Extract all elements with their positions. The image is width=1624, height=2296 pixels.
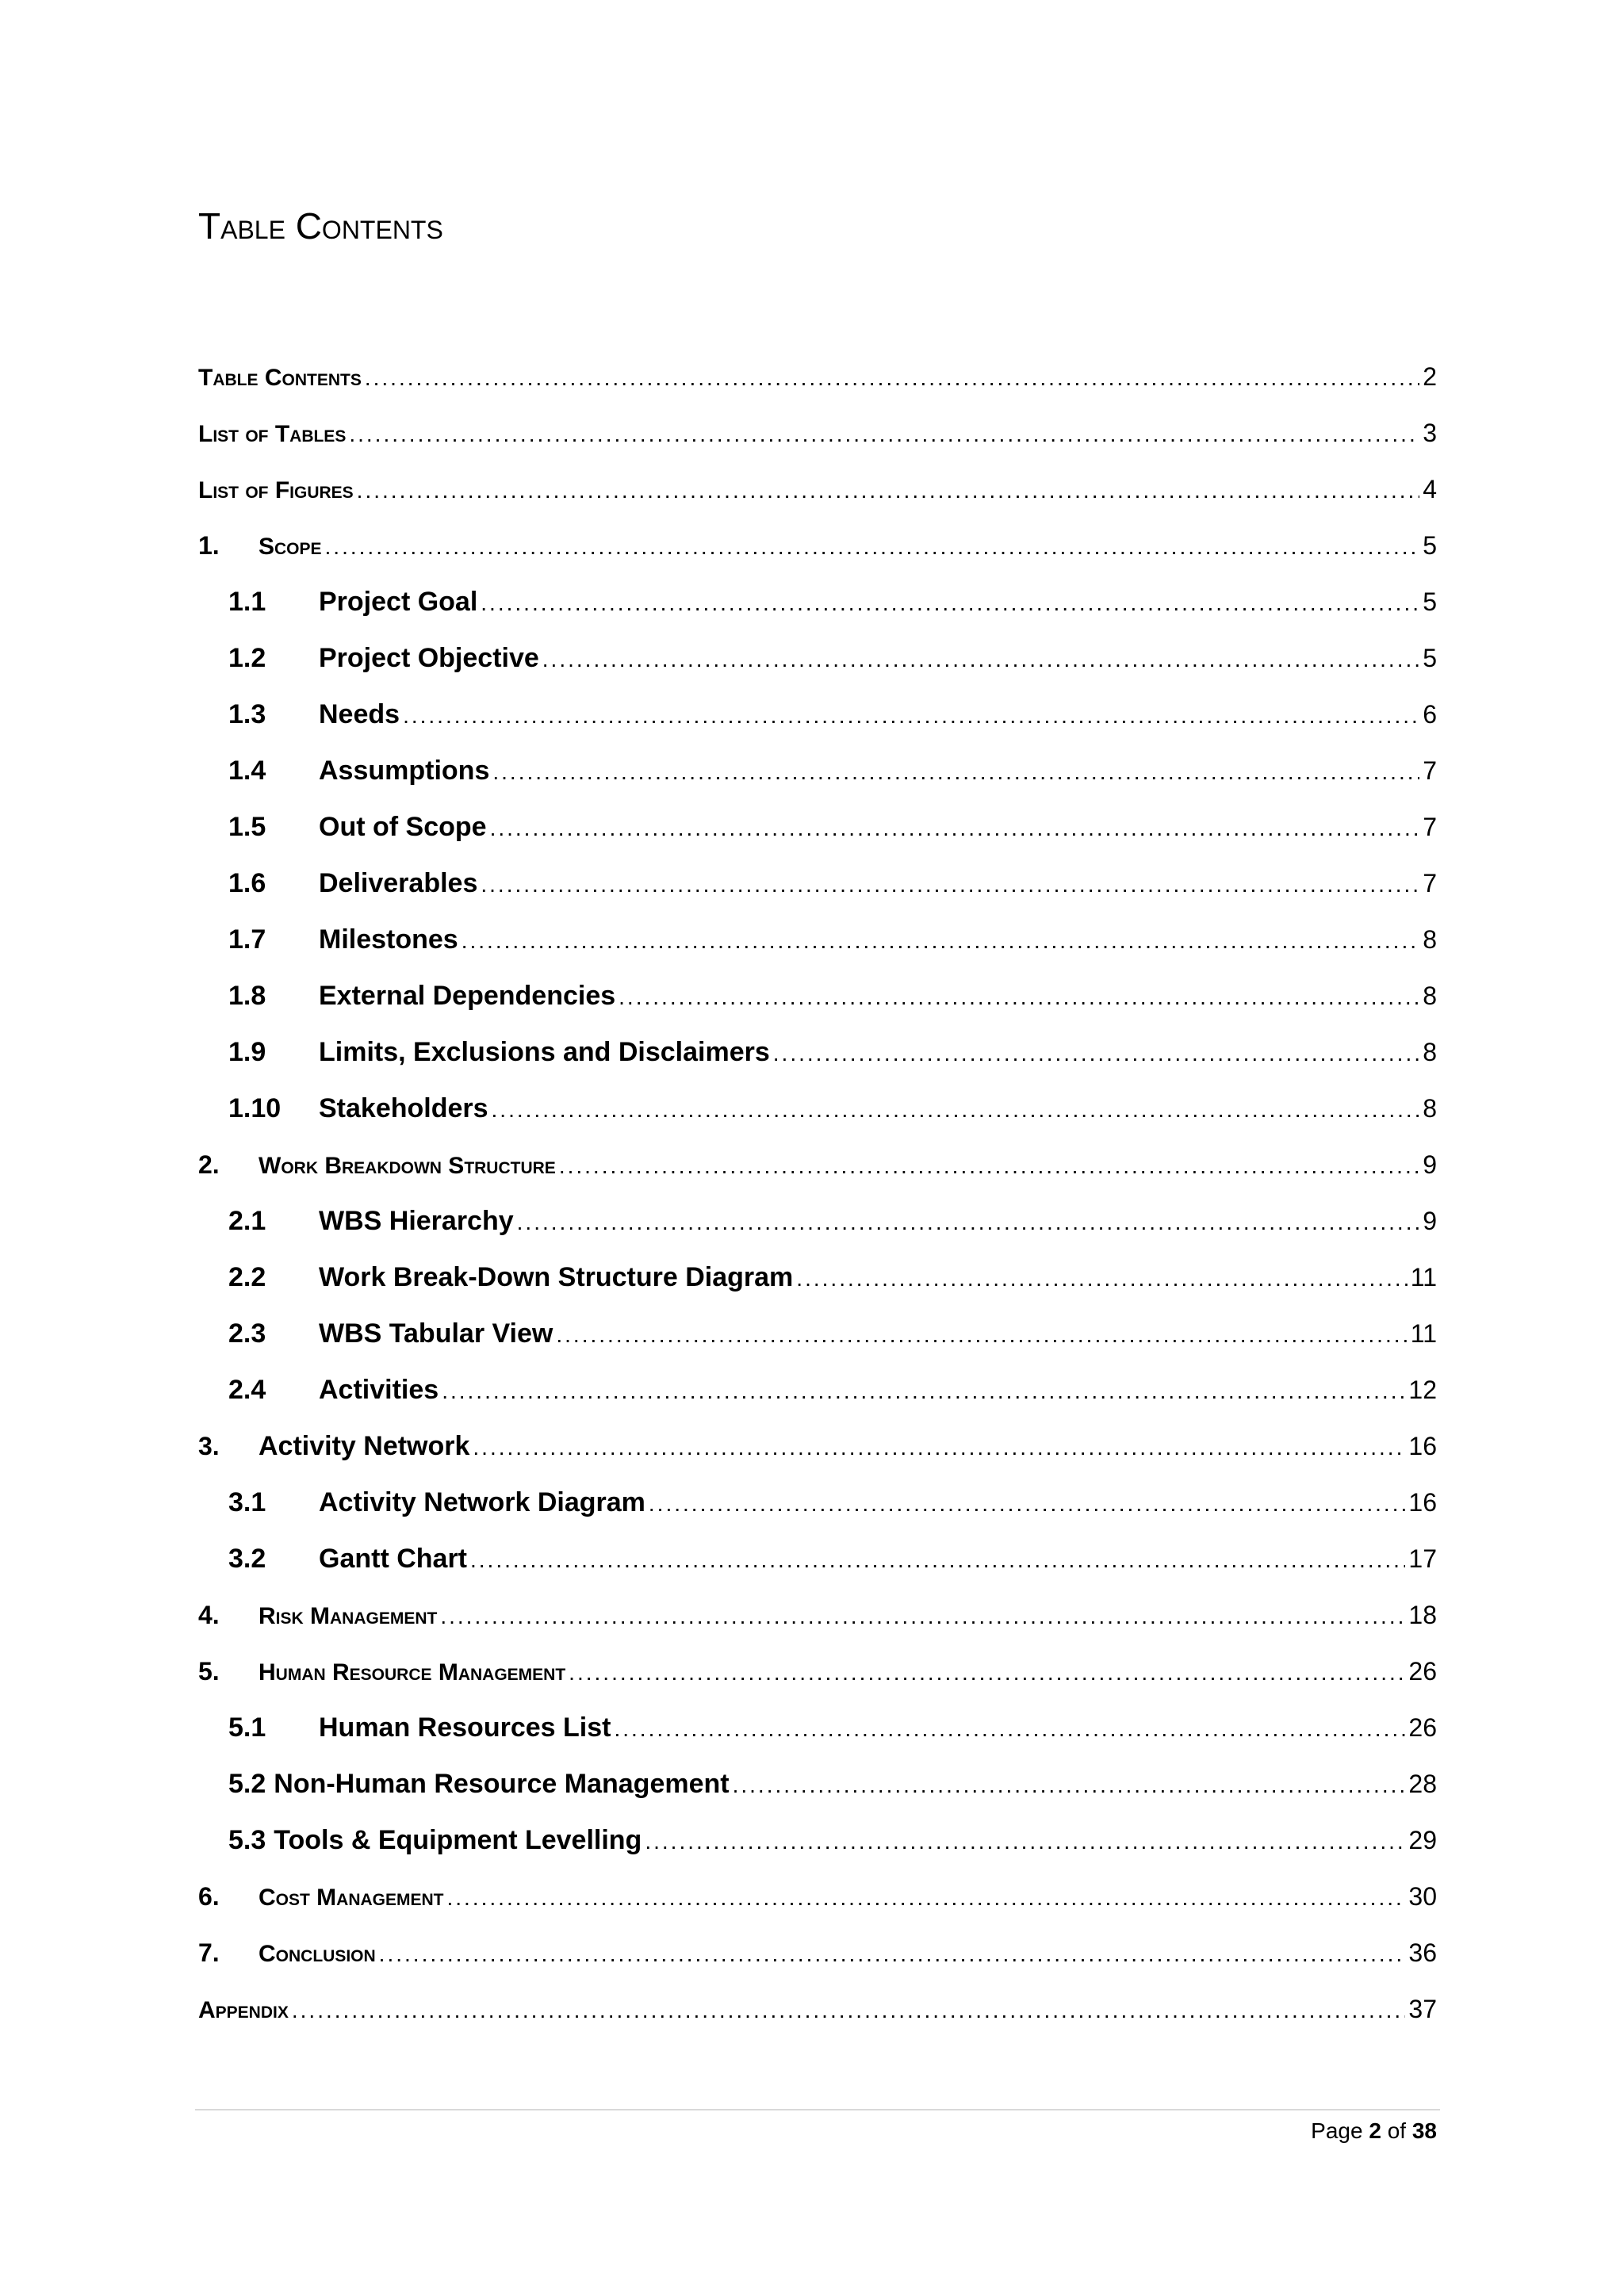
toc-entry-title[interactable]: Human Resources List [319,1712,611,1743]
toc-entry[interactable] [198,687,1437,743]
toc-entry-number: 3.1 [228,1487,266,1517]
toc-entry-title[interactable]: Assumptions [319,756,490,786]
toc-entry[interactable] [198,968,1437,1024]
toc-dot-leader [442,1363,1405,1418]
toc-entry[interactable] [198,1531,1437,1587]
toc-entry[interactable] [198,1081,1437,1137]
toc-entry-page-number[interactable]: 12 [1408,1376,1437,1404]
toc-entry-title[interactable]: Project Objective [319,643,539,673]
toc-dot-leader [447,1869,1406,1925]
toc-entry-title[interactable]: Work Breakdown Structure [259,1153,556,1179]
toc-entry-page-number[interactable]: 7 [1423,813,1437,841]
toc-dot-leader [559,1138,1419,1193]
toc-entry-number: 5.2 [228,1769,266,1799]
toc-entry-number: 2.4 [228,1375,266,1405]
toc-dot-leader [542,631,1419,687]
toc-entry-page-number[interactable]: 8 [1423,1038,1437,1066]
toc-entry-page-number[interactable]: 7 [1423,756,1437,785]
toc-entry-title[interactable]: WBS Hierarchy [319,1206,514,1236]
table-of-contents [198,349,1437,2038]
toc-entry[interactable] [198,1644,1437,1700]
toc-entry-page-number[interactable]: 16 [1408,1432,1437,1460]
toc-entry[interactable] [198,743,1437,799]
toc-dot-leader [773,1025,1419,1081]
toc-entry-title[interactable]: Cost Management [259,1885,444,1911]
toc-entry-number: 1.2 [228,643,266,673]
toc-entry-title[interactable]: Tools & Equipment Levelling [274,1825,642,1855]
toc-entry-page-number[interactable]: 8 [1423,1094,1437,1123]
toc-dot-leader [440,1588,1405,1644]
toc-entry-title[interactable]: List of Figures [198,477,354,503]
toc-entry-page-number[interactable]: 30 [1408,1882,1437,1911]
toc-entry-title[interactable]: List of Tables [198,421,347,447]
toc-dot-leader [733,1757,1406,1812]
toc-dot-leader [292,1982,1406,2038]
toc-entry-title[interactable]: Activity Network [259,1431,470,1461]
toc-entry[interactable] [198,1475,1437,1531]
toc-dot-leader [645,1813,1405,1869]
toc-entry-title[interactable]: Activities [319,1375,439,1405]
toc-dot-leader [357,462,1420,518]
toc-dot-leader [349,406,1419,461]
toc-dot-leader [569,1644,1405,1700]
toc-entry[interactable] [198,855,1437,912]
toc-entry-page-number[interactable]: 7 [1423,869,1437,897]
toc-dot-leader [796,1250,1407,1306]
toc-entry-page-number[interactable]: 26 [1408,1713,1437,1742]
toc-entry[interactable] [198,1249,1437,1306]
toc-entry[interactable] [198,1812,1437,1869]
toc-entry[interactable] [198,1700,1437,1756]
toc-dot-leader [517,1194,1420,1249]
toc-entry[interactable] [198,630,1437,687]
toc-entry-number: 1.6 [228,868,266,898]
footer-divider [195,2109,1440,2110]
toc-entry[interactable] [198,1418,1437,1475]
toc-entry-number: 5.3 [228,1825,266,1855]
toc-entry-title[interactable]: Non-Human Resource Management [274,1769,730,1799]
toc-entry-title[interactable]: Stakeholders [319,1093,488,1123]
footer-of-label: of [1387,2118,1407,2143]
toc-dot-leader [473,1419,1405,1475]
toc-entry-page-number[interactable]: 2 [1423,362,1437,391]
toc-entry-title[interactable]: External Dependencies [319,981,616,1011]
toc-entry-number: 1.5 [228,812,266,842]
toc-entry[interactable] [198,1756,1437,1812]
toc-entry-number: 1.7 [228,924,266,955]
toc-entry-title[interactable]: Deliverables [319,868,478,898]
toc-entry-number: 1.9 [228,1037,266,1067]
toc-entry[interactable] [198,1306,1437,1362]
toc-entry[interactable] [198,518,1437,574]
toc-entry-title[interactable]: Milestones [319,924,458,955]
toc-entry-number: 6. [198,1882,220,1911]
toc-entry-number: 1.10 [228,1093,282,1123]
toc-entry-title[interactable]: Risk Management [259,1603,438,1629]
toc-entry-page-number[interactable]: 4 [1423,475,1437,503]
footer-total-pages: 38 [1411,2118,1437,2143]
toc-entry-number: 3.2 [228,1544,266,1574]
toc-entry[interactable] [198,1137,1437,1193]
toc-entry-page-number[interactable]: 26 [1408,1657,1437,1686]
toc-dot-leader [470,1532,1405,1587]
toc-entry-page-number[interactable]: 6 [1423,700,1437,729]
toc-dot-leader [490,800,1420,855]
toc-dot-leader [492,1081,1420,1137]
toc-entry-page-number[interactable]: 17 [1408,1544,1437,1573]
toc-entry[interactable] [198,1193,1437,1249]
toc-entry-page-number[interactable]: 9 [1423,1150,1437,1179]
toc-entry-page-number[interactable]: 29 [1408,1826,1437,1854]
toc-entry[interactable] [198,461,1437,518]
page-number-footer [1311,2118,1437,2144]
toc-entry-title[interactable]: WBS Tabular View [319,1318,553,1349]
toc-entry-page-number[interactable]: 11 [1410,1319,1437,1348]
toc-entry-title[interactable]: Table Contents [198,365,362,391]
toc-entry-number: 1.1 [228,587,266,617]
toc-entry-page-number[interactable]: 36 [1408,1938,1437,1967]
toc-entry[interactable] [198,1362,1437,1418]
toc-entry[interactable] [198,1024,1437,1081]
toc-dot-leader [614,1701,1405,1756]
toc-entry-number: 2. [198,1150,220,1179]
toc-entry[interactable] [198,349,1437,405]
toc-entry-title[interactable]: Conclusion [259,1941,376,1967]
toc-entry-number: 1.4 [228,756,266,786]
toc-entry[interactable] [198,1587,1437,1644]
toc-dot-leader [481,856,1419,912]
toc-entry-number: 1. [198,531,220,560]
toc-entry-number: 2.1 [228,1206,266,1236]
toc-entry-page-number[interactable]: 3 [1423,419,1437,447]
footer-page-label: Page [1311,2118,1363,2143]
toc-entry-page-number[interactable]: 8 [1423,982,1437,1010]
toc-entry[interactable] [198,574,1437,630]
toc-entry-number: 5. [198,1657,220,1686]
toc-dot-leader [325,519,1420,574]
toc-dot-leader [462,913,1419,968]
toc-entry-number: 7. [198,1938,220,1967]
toc-entry[interactable] [198,1925,1437,1981]
toc-entry-title[interactable]: Gantt Chart [319,1544,467,1574]
toc-entry-page-number[interactable]: 9 [1423,1207,1437,1235]
toc-dot-leader [365,350,1419,405]
toc-entry-page-number[interactable]: 5 [1423,531,1437,560]
toc-entry-title[interactable]: Human Resource Management [259,1659,566,1686]
toc-entry-page-number[interactable]: 8 [1423,925,1437,954]
toc-entry-number: 4. [198,1601,220,1629]
toc-dot-leader [403,687,1419,743]
toc-entry[interactable] [198,1869,1437,1925]
page-title: Table Contents [198,205,443,247]
toc-entry-page-number[interactable]: 18 [1408,1601,1437,1629]
toc-entry-page-number[interactable]: 37 [1408,1995,1437,2023]
toc-dot-leader [481,575,1419,630]
footer-current-page: 2 [1369,2118,1381,2143]
toc-dot-leader [556,1307,1407,1362]
toc-entry-title[interactable]: Scope [259,534,322,560]
toc-dot-leader [619,969,1419,1024]
toc-entry-number: 3. [198,1432,220,1460]
toc-entry-number: 2.3 [228,1318,266,1349]
toc-entry-title[interactable]: Activity Network Diagram [319,1487,645,1517]
toc-dot-leader [649,1475,1406,1531]
toc-entry-page-number[interactable]: 16 [1408,1488,1437,1517]
toc-entry-title[interactable]: Appendix [198,1997,289,2023]
toc-entry-page-number[interactable]: 5 [1423,587,1437,616]
toc-entry-page-number[interactable]: 28 [1408,1770,1437,1798]
toc-entry-title[interactable]: Limits, Exclusions and Disclaimers [319,1037,770,1067]
toc-dot-leader [379,1926,1406,1981]
toc-entry-number: 1.8 [228,981,266,1011]
toc-entry[interactable] [198,1981,1437,2038]
toc-entry-number: 1.3 [228,699,266,729]
toc-entry-number: 5.1 [228,1712,266,1743]
toc-entry[interactable] [198,799,1437,855]
toc-entry-title[interactable]: Out of Scope [319,812,487,842]
toc-entry-page-number[interactable]: 11 [1410,1263,1437,1292]
toc-dot-leader [492,744,1419,799]
toc-entry-title[interactable]: Project Goal [319,587,478,617]
toc-entry-title[interactable]: Work Break-Down Structure Diagram [319,1262,794,1292]
toc-entry[interactable] [198,912,1437,968]
toc-entry-number: 2.2 [228,1262,266,1292]
toc-entry-title[interactable]: Needs [319,699,400,729]
toc-entry[interactable] [198,405,1437,461]
toc-entry-page-number[interactable]: 5 [1423,644,1437,672]
